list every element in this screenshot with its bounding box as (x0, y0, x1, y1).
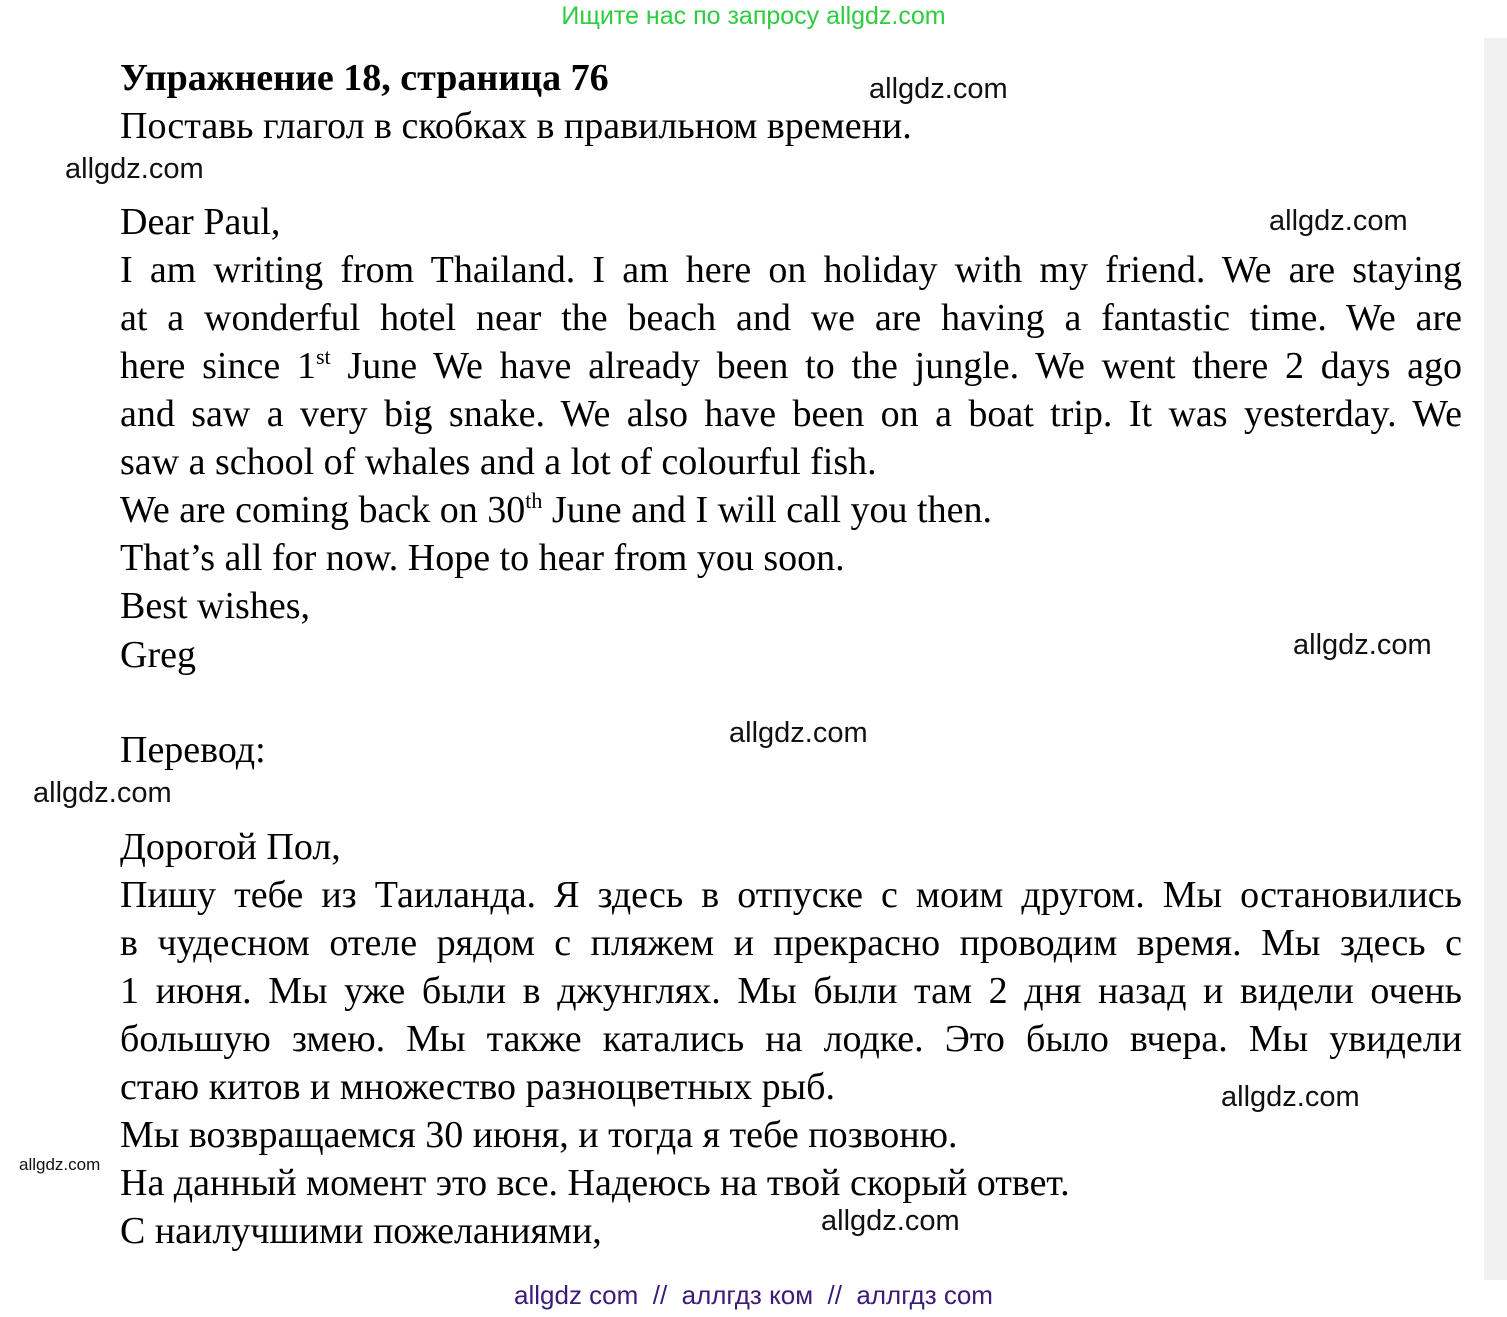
top-banner: Ищите нас по запросу allgdz.com (561, 2, 946, 30)
superscript: st (315, 344, 331, 369)
translation-line: Пишу тебе из Таиланда. Я здесь в отпуске с моим другом. Мы остановились (120, 874, 1462, 916)
letter-line: I am writing from Thailand. I am here on holiday with my friend. We are staying (120, 249, 1462, 291)
translation-line: стаю китов и множество разноцветных рыб. (120, 1066, 836, 1108)
superscript: th (525, 488, 543, 513)
letter-line: Dear Paul, (120, 201, 281, 243)
translation-line: Мы возвращаемся 30 июня, и тогда я тебе позвоню. (120, 1114, 958, 1156)
letter-line: at a wonderful hotel near the beach and we are having a fantastic time. We are (120, 297, 1462, 339)
watermark: allgdz.com (19, 1155, 101, 1174)
translation-label: Перевод: (120, 729, 266, 771)
text: June We have already been to the jungle. We went there 2 days ago (330, 345, 1462, 387)
bottom-banner: allgdz com // аллгдз ком // аллгдз com (514, 1280, 993, 1310)
watermark: allgdz.com (869, 73, 1008, 105)
scrollbar[interactable] (1484, 38, 1507, 1280)
watermark: allgdz.com (821, 1205, 960, 1237)
letter-line: Greg (120, 634, 196, 676)
letter-line: Best wishes, (120, 585, 310, 627)
watermark: allgdz.com (65, 153, 204, 185)
translation-line: На данный момент это все. Надеюсь на твой скорый ответ. (120, 1162, 1070, 1204)
watermark: allgdz.com (1293, 629, 1432, 661)
watermark: allgdz.com (729, 717, 868, 749)
translation-line: большую змею. Мы также катались на лодке. Это было вчера. Мы увидели (120, 1018, 1462, 1060)
watermark: allgdz.com (1221, 1081, 1360, 1113)
letter-line: saw a school of whales and a lot of colourful fish. (120, 441, 877, 483)
letter-line: That’s all for now. Hope to hear from you soon. (120, 537, 845, 579)
watermark: allgdz.com (1269, 205, 1408, 237)
letter-line: and saw a very big snake. We also have been on a boat trip. It was yesterday. We (120, 393, 1462, 435)
letter-line (120, 486, 1462, 534)
watermark: allgdz.com (33, 777, 172, 809)
translation-line: Дорогой Пол, (120, 826, 341, 868)
letter-line (120, 342, 1462, 390)
text: June and I will call you then. (542, 489, 992, 531)
text: We are coming back on 30 (120, 489, 526, 531)
translation-line: С наилучшими пожеланиями, (120, 1210, 602, 1252)
translation-line: 1 июня. Мы уже были в джунглях. Мы были там 2 дня назад и видели очень (120, 970, 1462, 1012)
translation-line: в чудесном отеле рядом с пляжем и прекрасно проводим время. Мы здесь с (120, 922, 1462, 964)
text: here since 1 (120, 345, 316, 387)
instruction: Поставь глагол в скобках в правильном времени. (120, 105, 912, 147)
exercise-title: Упражнение 18, страница 76 (120, 57, 609, 99)
